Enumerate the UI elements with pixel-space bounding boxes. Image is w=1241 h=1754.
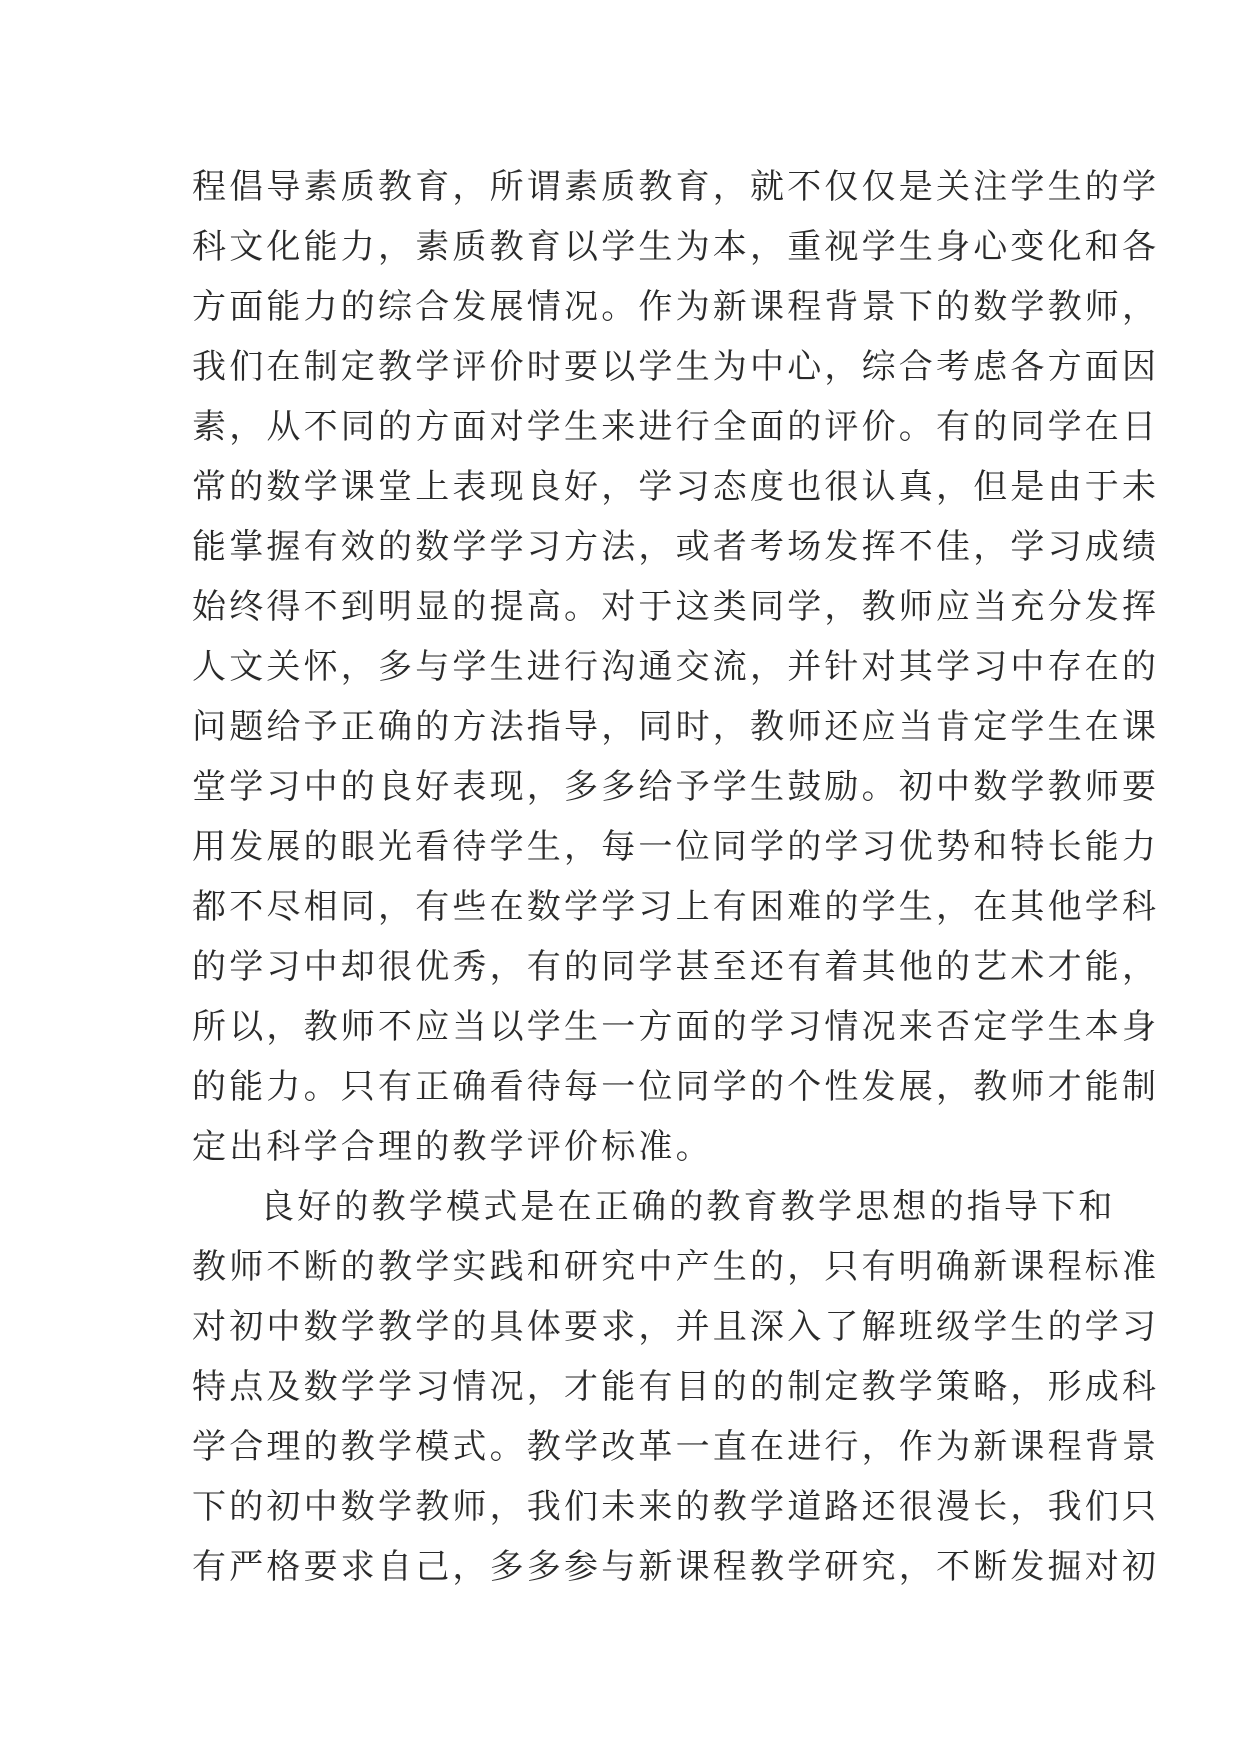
- text-line: 我们在制定教学评价时要以学生为中心，综合考虑各方面因: [192, 347, 1160, 387]
- text-line: 堂学习中的良好表现，多多给予学生鼓励。初中数学教师要: [192, 767, 1160, 807]
- text-line: 特点及数学学习情况，才能有目的的制定教学策略，形成科: [192, 1367, 1160, 1407]
- text-line: 教师不断的教学实践和研究中产生的，只有明确新课程标准: [192, 1247, 1160, 1287]
- text-line: 学合理的教学模式。教学改革一直在进行，作为新课程背景: [192, 1427, 1160, 1467]
- text-line: 人文关怀，多与学生进行沟通交流，并针对其学习中存在的: [192, 647, 1160, 687]
- text-line: 用发展的眼光看待学生，每一位同学的学习优势和特长能力: [192, 827, 1160, 867]
- text-line: 下的初中数学教师，我们未来的教学道路还很漫长，我们只: [192, 1487, 1160, 1527]
- text-line: 的学习中却很优秀，有的同学甚至还有着其他的艺术才能，: [192, 947, 1160, 987]
- text-line: 定出科学合理的教学评价标准。: [192, 1127, 713, 1167]
- text-line: 素，从不同的方面对学生来进行全面的评价。有的同学在日: [192, 407, 1160, 447]
- text-line: 科文化能力，素质教育以学生为本，重视学生身心变化和各: [192, 227, 1160, 267]
- text-line: 有严格要求自己，多多参与新课程教学研究，不断发掘对初: [192, 1547, 1160, 1587]
- text-line: 的能力。只有正确看待每一位同学的个性发展，教师才能制: [192, 1067, 1160, 1107]
- paragraph-first-line: 良好的教学模式是在正确的教育教学思想的指导下和: [260, 1187, 1116, 1227]
- text-line: 常的数学课堂上表现良好，学习态度也很认真，但是由于未: [192, 467, 1160, 507]
- text-line: 始终得不到明显的提高。对于这类同学，教师应当充分发挥: [192, 587, 1160, 627]
- body-text: [192, 157, 1160, 1597]
- text-line: 都不尽相同，有些在数学学习上有困难的学生，在其他学科: [192, 887, 1160, 927]
- text-line: 问题给予正确的方法指导，同时，教师还应当肯定学生在课: [192, 707, 1160, 747]
- text-line: 程倡导素质教育，所谓素质教育，就不仅仅是关注学生的学: [192, 167, 1160, 207]
- text-line: 所以，教师不应当以学生一方面的学习情况来否定学生本身: [192, 1007, 1160, 1047]
- text-line: 方面能力的综合发展情况。作为新课程背景下的数学教师，: [192, 287, 1160, 327]
- text-line: 能掌握有效的数学学习方法，或者考场发挥不佳，学习成绩: [192, 527, 1160, 567]
- text-line: 对初中数学教学的具体要求，并且深入了解班级学生的学习: [192, 1307, 1160, 1347]
